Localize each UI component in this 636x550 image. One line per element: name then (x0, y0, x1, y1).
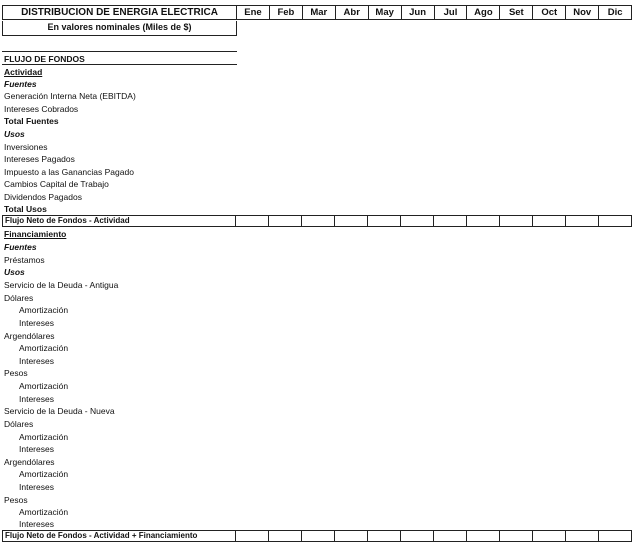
row-label-argendolares: Argendólares (4, 457, 55, 467)
month-cell (302, 530, 335, 542)
month-cell (533, 530, 566, 542)
row-label-servicio-antigua: Servicio de la Deuda - Antigua (4, 280, 119, 290)
row-label-actividad: Actividad (4, 67, 43, 77)
row-label-pesos: Pesos (4, 495, 28, 505)
row-label-intereses-cobrados: Intereses Cobrados (4, 104, 79, 114)
row-label-financiamiento: Financiamiento (4, 229, 67, 239)
row-label-amortizacion: Amortización (19, 507, 69, 517)
row-label-intereses: Intereses (19, 444, 54, 454)
month-cell (434, 530, 467, 542)
month-cell (368, 215, 401, 227)
row-label-intereses: Intereses (19, 318, 54, 328)
month-cell (434, 215, 467, 227)
section-divider (2, 51, 237, 52)
month-header: Jul (435, 5, 468, 20)
section-title: FLUJO DE FONDOS (4, 54, 85, 64)
row-label-amortizacion: Amortización (19, 469, 69, 479)
month-cell (302, 215, 335, 227)
row-label-intereses: Intereses (19, 394, 54, 404)
row-label-fin-fuentes: Fuentes (4, 242, 37, 252)
sheet-subtitle: En valores nominales (Miles de $) (2, 21, 237, 36)
month-cell (467, 530, 500, 542)
row-label-amortizacion: Amortización (19, 343, 69, 353)
row-label-argendolares: Argendólares (4, 331, 55, 341)
row-label-dividendos: Dividendos Pagados (4, 192, 82, 202)
month-header: Ago (467, 5, 500, 20)
row-label-impuesto: Impuesto a las Ganancias Pagado (4, 167, 134, 177)
total-row-actividad (2, 215, 632, 227)
month-header: May (369, 5, 402, 20)
month-cell (500, 215, 533, 227)
month-cell (500, 530, 533, 542)
row-label-pesos: Pesos (4, 368, 28, 378)
row-label-cambios-capital: Cambios Capital de Trabajo (4, 179, 109, 189)
row-label-amortizacion: Amortización (19, 305, 69, 315)
row-label-flujo-total: Flujo Neto de Fondos - Actividad + Financiamiento (2, 530, 236, 542)
month-cell (401, 215, 434, 227)
month-cell (566, 530, 599, 542)
month-cell (269, 530, 302, 542)
month-cell (401, 530, 434, 542)
month-header: Ene (236, 5, 270, 20)
section-divider (2, 64, 237, 65)
month-cell (269, 215, 302, 227)
month-header: Jun (402, 5, 435, 20)
row-label-intereses: Intereses (19, 519, 54, 529)
row-label-intereses-pagados: Intereses Pagados (4, 154, 75, 164)
month-cell (368, 530, 401, 542)
row-label-prestamos: Préstamos (4, 255, 45, 265)
month-cell (533, 215, 566, 227)
month-header: Set (500, 5, 533, 20)
row-label-amortizacion: Amortización (19, 432, 69, 442)
row-label-total-usos: Total Usos (4, 204, 47, 214)
total-row-actividad-financiamiento (2, 530, 632, 542)
month-header: Mar (303, 5, 336, 20)
month-cell (335, 530, 368, 542)
row-label-fuentes: Fuentes (4, 79, 37, 89)
row-label-intereses: Intereses (19, 482, 54, 492)
row-label-total-fuentes: Total Fuentes (4, 116, 59, 126)
sheet-title: DISTRIBUCION DE ENERGIA ELECTRICA (2, 5, 237, 20)
month-cell (236, 215, 269, 227)
row-label-dolares: Dólares (4, 293, 34, 303)
row-label-ebitda: Generación Interna Neta (EBITDA) (4, 91, 136, 101)
month-cell (335, 215, 368, 227)
row-label-servicio-nueva: Servicio de la Deuda - Nueva (4, 406, 115, 416)
month-header: Dic (599, 5, 632, 20)
month-header: Nov (566, 5, 599, 20)
row-label-dolares: Dólares (4, 419, 34, 429)
month-cell (467, 215, 500, 227)
month-cell (599, 215, 632, 227)
month-cell (599, 530, 632, 542)
row-label-flujo-actividad: Flujo Neto de Fondos - Actividad (2, 215, 236, 227)
month-cell (566, 215, 599, 227)
month-header-row (236, 5, 632, 20)
row-label-fin-usos: Usos (4, 267, 25, 277)
month-header: Abr (336, 5, 369, 20)
row-label-inversiones: Inversiones (4, 142, 48, 152)
row-label-amortizacion: Amortización (19, 381, 69, 391)
row-label-intereses: Intereses (19, 356, 54, 366)
month-header: Feb (270, 5, 303, 20)
month-header: Oct (533, 5, 566, 20)
month-cell (236, 530, 269, 542)
row-label-usos: Usos (4, 129, 25, 139)
